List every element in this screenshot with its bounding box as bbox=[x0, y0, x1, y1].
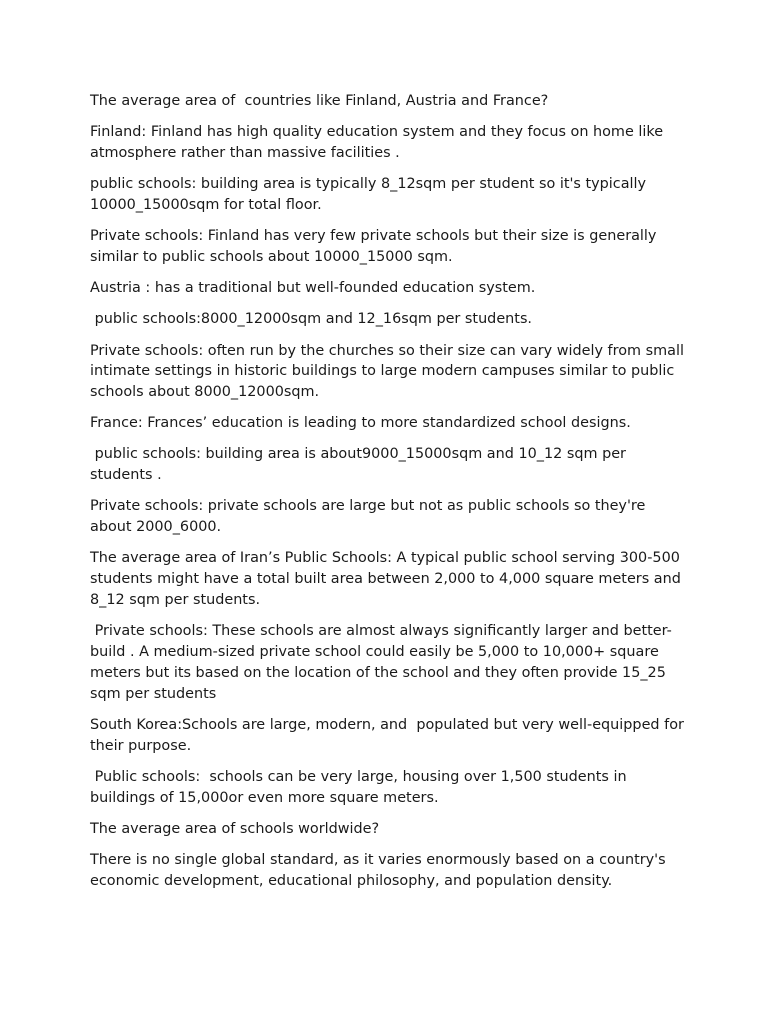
paragraph-france-private: Private schools: private schools are large but not as public schools so they're about 2000_6000. bbox=[90, 498, 650, 536]
paragraph-france: France: Frances’ education is leading to more standardized school designs. bbox=[90, 415, 631, 432]
paragraph-south-korea-public: Public schools: schools can be very large, housing over 1,500 students in buildings of 15,000or even more square meters. bbox=[90, 768, 632, 806]
paragraph-worldwide-answer: There is no single global standard, as it varies enormously based on a country's economic development, educational philosophy, and population density. bbox=[90, 851, 671, 889]
paragraph-question-countries: The average area of countries like Finland, Austria and France? bbox=[90, 93, 549, 109]
paragraph-south-korea: South Korea:Schools are large, modern, and populated but very well-equipped for their purpose. bbox=[90, 716, 689, 754]
paragraph-austria-public: public schools:8000_12000sqm and 12_16sqm per students. bbox=[90, 311, 533, 328]
paragraph-question-worldwide: The average area of schools worldwide? bbox=[90, 820, 380, 837]
paragraph-iran-public: The average area of Iran’s Public Schools: A typical public school serving 300-500 students might have a total built area between 2,000 to 4,000 square meters and 8_12 sqm per students. bbox=[90, 550, 686, 609]
paragraph-finland-private: Private schools: Finland has very few private schools but their size is generally similar to public schools about 10000_15000 sqm. bbox=[90, 228, 662, 265]
paragraph-austria: Austria : has a traditional but well-founded education system. bbox=[90, 280, 536, 297]
paragraph-iran-private: Private schools: These schools are almost always significantly larger and better-build . A medium-sized private school could easily be 5,000 to 10,000+ square meters but its based on the location of the school and they often provide 15_25 sqm per students bbox=[90, 623, 672, 702]
paragraph-austria-private: Private schools: often run by the churches so their size can vary widely from small intimate settings in historic buildings to large modern campuses similar to public schools about 8000_12000sqm. bbox=[90, 342, 689, 401]
paragraph-finland-public: public schools: building area is typically 8_12sqm per student so it's typically 10000_15000sqm for total floor. bbox=[90, 176, 651, 213]
paragraph-finland: Finland: Finland has high quality education system and they focus on home like atmosphere rather than massive facilities . bbox=[90, 124, 668, 161]
paragraph-france-public: public schools: building area is about9000_15000sqm and 10_12 sqm per students . bbox=[90, 446, 631, 484]
document-page bbox=[90, 91, 690, 902]
